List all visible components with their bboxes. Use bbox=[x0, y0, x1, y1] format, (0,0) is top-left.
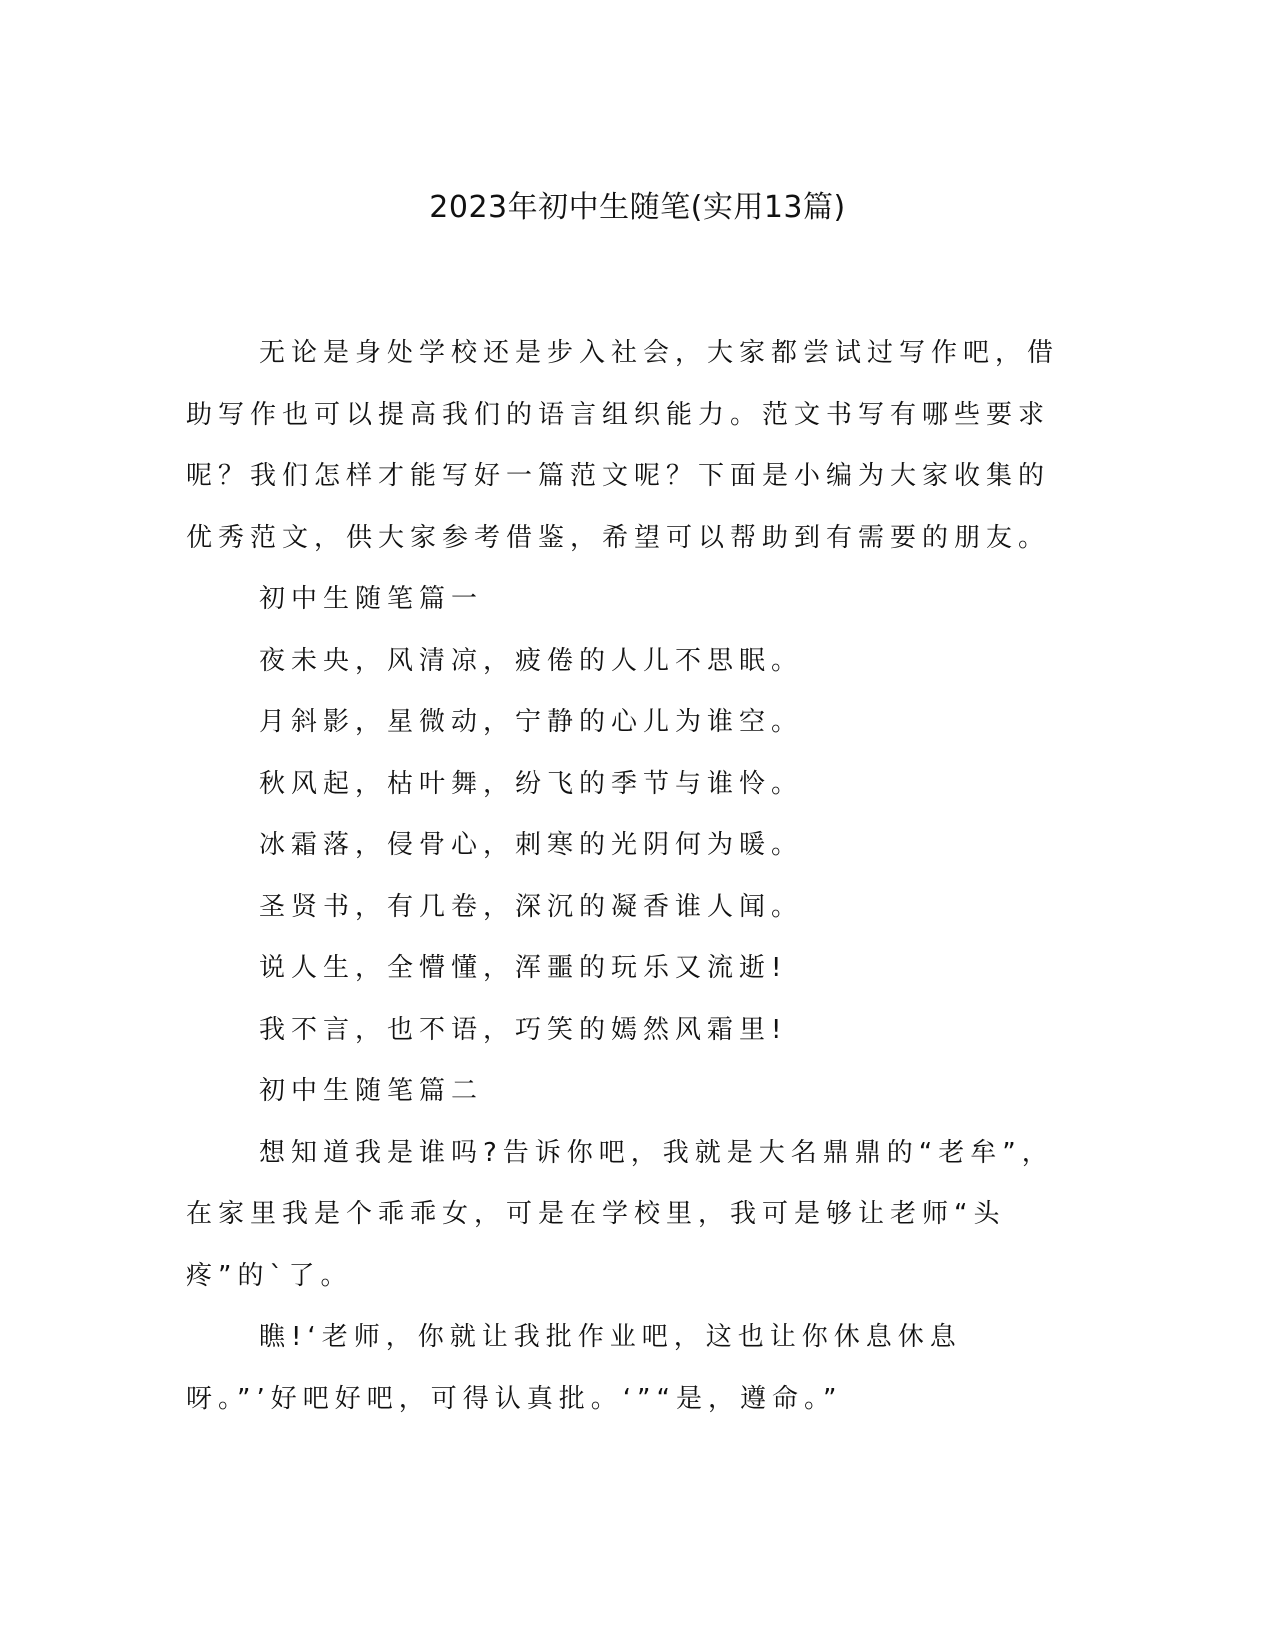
poem-line: 圣贤书，有几卷，深沉的凝香谁人闻。 bbox=[259, 891, 804, 922]
document-body bbox=[186, 323, 1066, 1430]
poem-line: 我不言，也不语，巧笑的嫣然风霜里! bbox=[259, 1014, 788, 1045]
document-title: 2023年初中生随笔(实用13篇) bbox=[429, 190, 846, 225]
poem-line: 秋风起，枯叶舞，纷飞的季节与谁怜。 bbox=[259, 768, 804, 799]
poem-line: 说人生，全懵懂，浑噩的玩乐又流逝! bbox=[259, 953, 788, 983]
body-paragraph: 瞧!‘老师，你就让我批作业吧，这也让你休息休息呀。”’好吧好吧，可得认真批。‘”“是，遵命。” bbox=[186, 1322, 962, 1414]
poem-line: 月斜影，星微动，宁静的心儿为谁空。 bbox=[259, 707, 804, 737]
poem-line: 冰霜落，侵骨心，刺寒的光阴何为暖。 bbox=[259, 830, 804, 860]
body-paragraph: 想知道我是谁吗?告诉你吧，我就是大名鼎鼎的“老牟”，在家里我是个乖乖女，可是在学校里，我可是够让老师“头疼”的`了。 bbox=[186, 1137, 1054, 1291]
section-heading-2: 初中生随笔篇二 bbox=[259, 1076, 484, 1106]
intro-paragraph: 无论是身处学校还是步入社会，大家都尝试过写作吧，借助写作也可以提高我们的语言组织能力。范文书写有哪些要求呢？我们怎样才能写好一篇范文呢？下面是小编为大家收集的优秀范文，供大家参考借鉴，希望可以帮助到有需要的朋友。 bbox=[186, 338, 1060, 553]
section-heading-1: 初中生随笔篇一 bbox=[259, 584, 484, 614]
poem-line: 夜未央，风清凉，疲倦的人儿不思眠。 bbox=[259, 645, 804, 676]
